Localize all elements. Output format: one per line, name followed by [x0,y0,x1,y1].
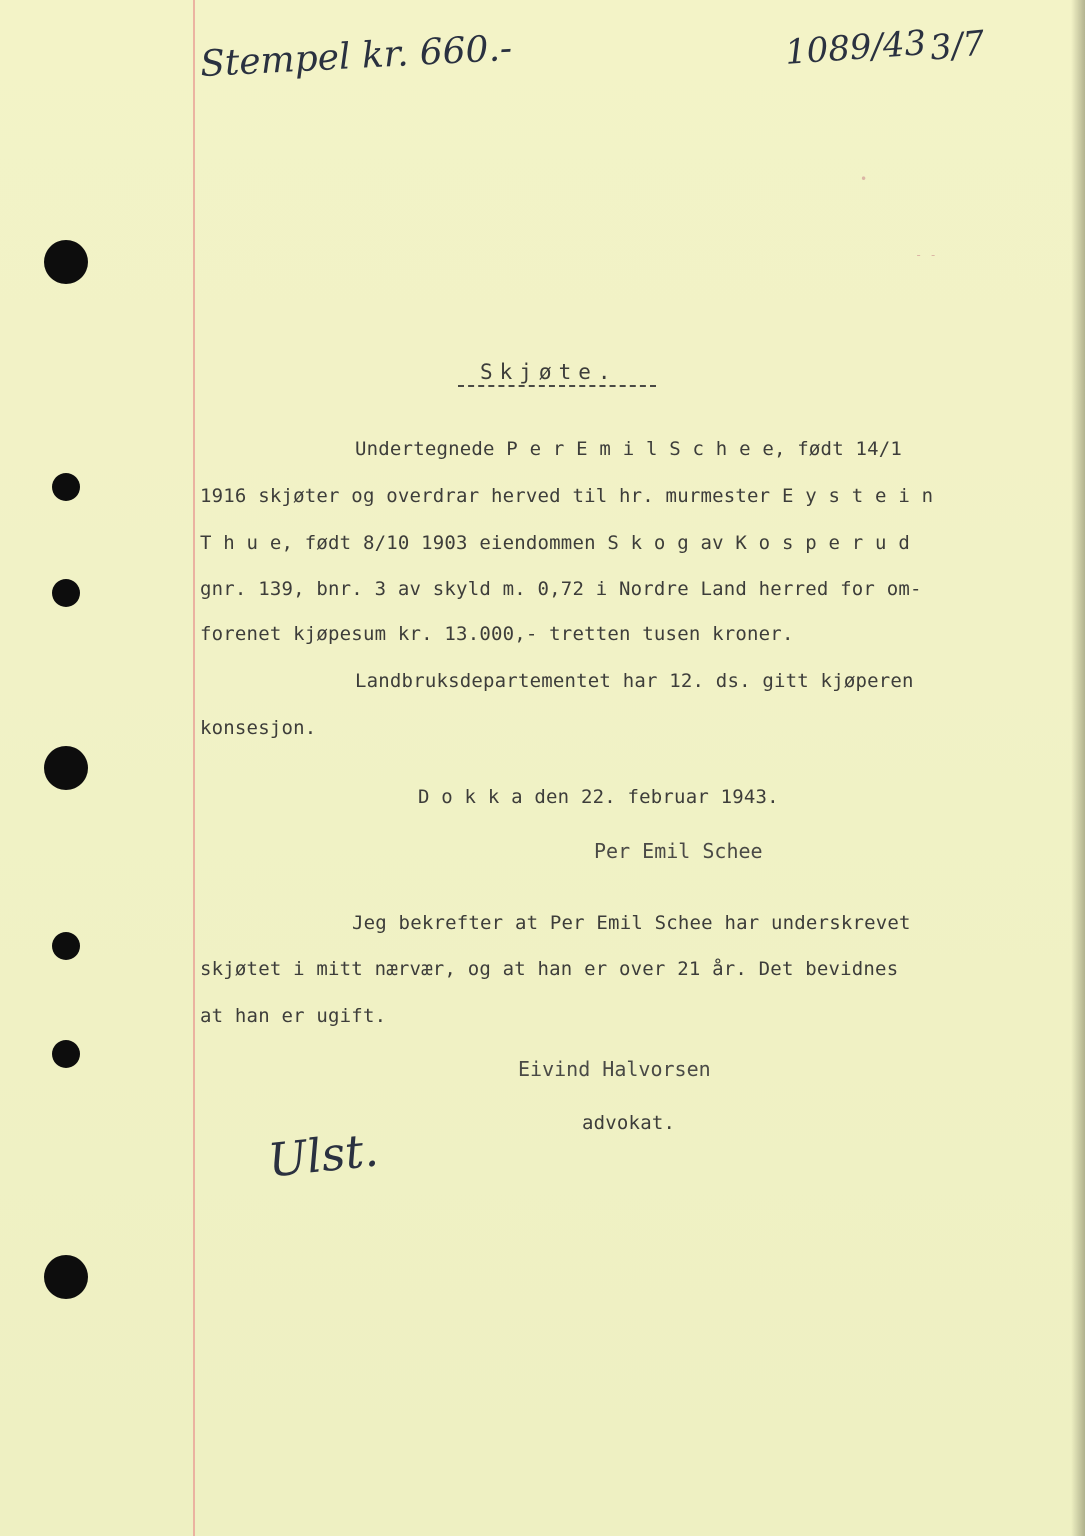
deed-line: 1916 skjøter og overdrar herved til hr. murmester E y s t e i n [200,485,934,507]
seller-signature: Per Emil Schee [594,839,763,863]
punch-hole [44,240,88,284]
punch-hole [44,746,88,790]
witness-line: skjøtet i mitt nærvær, og at han er over 21 år. Det bevidnes [200,958,899,980]
deed-line: gnr. 139, bnr. 3 av skyld m. 0,72 i Nordre Land herred for om- [200,578,922,600]
place-and-date: D o k k a den 22. februar 1943. [418,786,779,808]
punch-hole [52,932,80,960]
deed-line: konsesjon. [200,717,317,739]
folio-number: 3/7 [928,23,987,69]
punch-hole [52,473,80,501]
punch-hole [52,1040,80,1068]
punch-hole [44,1255,88,1299]
witness-line: Jeg bekrefter at Per Emil Schee har underskrevet [352,912,911,934]
punch-hole [52,579,80,607]
deed-line: Undertegnede P e r E m i l S c h e e, født 14/1 [355,438,903,460]
deed-line: forenet kjøpesum kr. 13.000,- tretten tusen kroner. [200,623,794,645]
stamp-fee-note: Stempel kr. 660.- [199,27,514,86]
witness-title: advokat. [582,1112,676,1134]
deed-line: Landbruksdepartementet har 12. ds. gitt kjøperen [355,670,914,692]
case-number: 1089/43 [783,23,928,73]
faint-stamp-mark: • [860,172,868,186]
faint-stamp-mark: - - [915,248,937,262]
witness-name: Eivind Halvorsen [518,1057,711,1081]
handwritten-initials: Ulst. [265,1122,381,1188]
witness-line: at han er ugift. [200,1005,387,1027]
deed-line: T h u e, født 8/10 1903 eiendommen S k o g av K o s p e r u d [200,532,910,554]
document-title: Skjøte. [480,360,618,384]
title-underline [458,385,656,389]
margin-rule [193,0,195,1536]
